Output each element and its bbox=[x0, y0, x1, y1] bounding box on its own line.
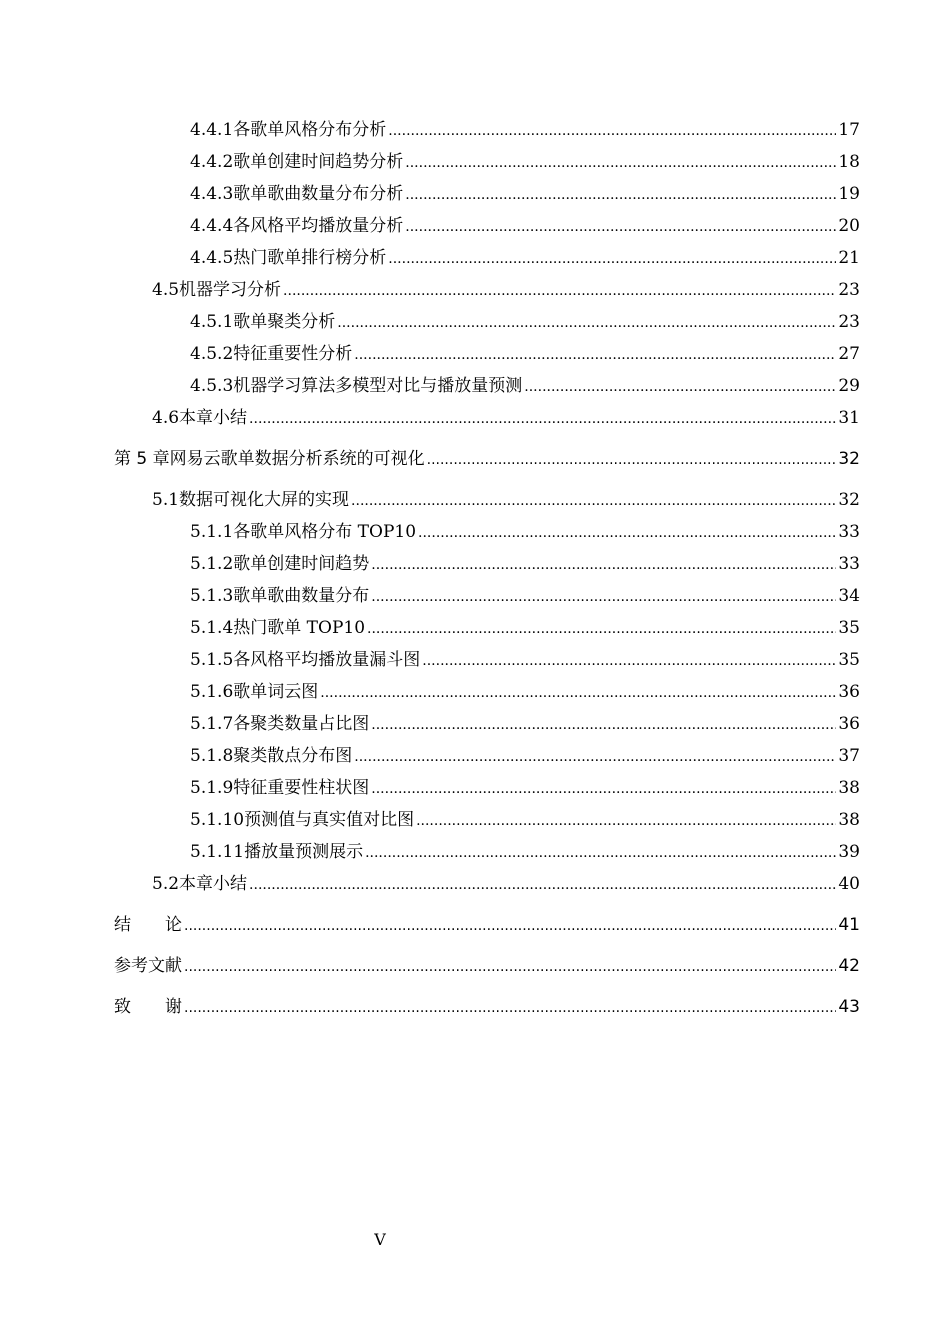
toc-entry-title: 本章小结 bbox=[179, 874, 248, 894]
toc-entry[interactable] bbox=[190, 516, 860, 548]
toc-dot-leader bbox=[184, 909, 836, 942]
toc-entry-page: 23 bbox=[838, 280, 860, 300]
toc-dot-leader bbox=[249, 868, 836, 901]
toc-entry[interactable] bbox=[190, 548, 860, 580]
toc-entry-page: 17 bbox=[838, 120, 860, 140]
toc-dot-leader bbox=[367, 612, 836, 645]
toc-entry[interactable] bbox=[152, 402, 860, 434]
toc-entry-title: 各聚类数量占比图 bbox=[233, 714, 370, 734]
toc-entry[interactable] bbox=[114, 909, 860, 941]
toc-entry[interactable] bbox=[190, 242, 860, 274]
toc-dot-leader bbox=[371, 580, 836, 613]
toc-entry-page: 18 bbox=[838, 152, 860, 172]
toc-entry[interactable] bbox=[190, 740, 860, 772]
toc-dot-leader bbox=[337, 306, 836, 339]
toc-entry-title: 歌单歌曲数量分布分析 bbox=[233, 184, 404, 204]
toc-entry-title: 网易云歌单数据分析系统的可视化 bbox=[169, 449, 425, 469]
toc-entry[interactable] bbox=[190, 804, 860, 836]
toc-dot-leader bbox=[388, 114, 836, 147]
toc-entry-page: 31 bbox=[838, 408, 860, 428]
toc-entry-title: 各风格平均播放量漏斗图 bbox=[233, 650, 421, 670]
toc-dot-leader bbox=[371, 708, 836, 741]
toc-entry-number: 5.1.11 bbox=[190, 842, 245, 862]
toc-dot-leader bbox=[416, 804, 836, 837]
toc-dot-leader bbox=[371, 772, 836, 805]
toc-entry-number: 5.2 bbox=[152, 874, 180, 894]
toc-entry[interactable] bbox=[190, 676, 860, 708]
toc-entry[interactable] bbox=[190, 146, 860, 178]
toc-entry-number: 5.1.5 bbox=[190, 650, 234, 670]
toc-entry[interactable] bbox=[190, 338, 860, 370]
toc-entry-number: 4.4.4 bbox=[190, 216, 234, 236]
toc-entry-page: 37 bbox=[838, 746, 860, 766]
toc-entry[interactable] bbox=[190, 370, 860, 402]
toc-entry-page: 39 bbox=[838, 842, 860, 862]
toc-entry-title: 各歌单风格分布分析 bbox=[233, 120, 387, 140]
toc-entry-page: 29 bbox=[838, 376, 860, 396]
toc-entry-title: 致 谢 bbox=[114, 997, 182, 1017]
toc-entry-number: 5.1.4 bbox=[190, 618, 234, 638]
toc-entry-number: 4.4.5 bbox=[190, 248, 234, 268]
toc-entry[interactable] bbox=[152, 274, 860, 306]
toc-entry[interactable] bbox=[190, 306, 860, 338]
toc-dot-leader bbox=[354, 338, 836, 371]
toc-entry[interactable] bbox=[190, 178, 860, 210]
toc-entry-number: 4.4.3 bbox=[190, 184, 234, 204]
toc-entry[interactable] bbox=[190, 644, 860, 676]
toc-entry-title: 特征重要性柱状图 bbox=[233, 778, 370, 798]
toc-dot-leader bbox=[427, 443, 837, 476]
toc-entry-number: 4.5.2 bbox=[190, 344, 234, 364]
toc-entry[interactable] bbox=[190, 210, 860, 242]
toc-dot-leader bbox=[249, 402, 836, 435]
toc-entry-title: 参考文献 bbox=[114, 956, 182, 976]
toc-entry-number: 5.1.7 bbox=[190, 714, 234, 734]
toc-entry-page: 35 bbox=[838, 618, 860, 638]
toc-entry-title: 播放量预测展示 bbox=[244, 842, 364, 862]
toc-entry-page: 36 bbox=[838, 714, 860, 734]
toc-entry-number: 5.1.9 bbox=[190, 778, 234, 798]
toc-entry-title: 特征重要性分析 bbox=[233, 344, 353, 364]
toc-entry-number: 4.5.1 bbox=[190, 312, 234, 332]
toc-dot-leader bbox=[405, 178, 836, 211]
toc-entry-number: 5.1.1 bbox=[190, 522, 234, 542]
page-number: V bbox=[374, 1230, 386, 1249]
toc-entry-title: 结 论 bbox=[114, 915, 182, 935]
toc-entry[interactable] bbox=[114, 443, 860, 475]
toc-dot-leader bbox=[524, 370, 836, 403]
toc-entry-title: 歌单词云图 bbox=[233, 682, 319, 702]
toc-entry-page: 33 bbox=[838, 522, 860, 542]
toc-entry-page: 41 bbox=[838, 915, 860, 935]
toc-entry-title: 机器学习分析 bbox=[179, 280, 282, 300]
toc-entry-page: 38 bbox=[838, 778, 860, 798]
toc-entry-number: 5.1.10 bbox=[190, 810, 245, 830]
toc-entry-page: 34 bbox=[838, 586, 860, 606]
toc-entry-page: 33 bbox=[838, 554, 860, 574]
toc-entry[interactable] bbox=[190, 114, 860, 146]
toc-entry-title: 预测值与真实值对比图 bbox=[244, 810, 415, 830]
toc-entry-title: 歌单聚类分析 bbox=[233, 312, 336, 332]
toc-entry-page: 38 bbox=[838, 810, 860, 830]
toc-dot-leader bbox=[371, 548, 836, 581]
toc-entry-title: 本章小结 bbox=[179, 408, 248, 428]
toc-entry[interactable] bbox=[114, 991, 860, 1023]
toc-dot-leader bbox=[422, 644, 836, 677]
toc-dot-leader bbox=[405, 210, 836, 243]
toc-entry-number: 5.1.3 bbox=[190, 586, 234, 606]
toc-entry-number: 4.6 bbox=[152, 408, 180, 428]
toc-entry-page: 43 bbox=[838, 997, 860, 1017]
toc-entry-number: 4.5.3 bbox=[190, 376, 234, 396]
toc-entry-number: 4.4.2 bbox=[190, 152, 234, 172]
toc-dot-leader bbox=[184, 950, 836, 983]
toc-entry[interactable] bbox=[152, 484, 860, 516]
toc-entry[interactable] bbox=[190, 708, 860, 740]
toc-entry-title: 热门歌单排行榜分析 bbox=[233, 248, 387, 268]
toc-entry-number: 5.1.2 bbox=[190, 554, 234, 574]
toc-entry-title: 歌单创建时间趋势 bbox=[233, 554, 370, 574]
toc-dot-leader bbox=[354, 740, 836, 773]
toc-entry-page: 32 bbox=[838, 490, 860, 510]
toc-entry-page: 40 bbox=[838, 874, 860, 894]
toc-entry-title: 各歌单风格分布 TOP10 bbox=[233, 522, 417, 542]
toc-entry-number: 4.5 bbox=[152, 280, 180, 300]
toc-entry-page: 20 bbox=[838, 216, 860, 236]
toc-entry-number: 5.1 bbox=[152, 490, 180, 510]
toc-dot-leader bbox=[351, 484, 836, 517]
toc-entry-number: 4.4.1 bbox=[190, 120, 234, 140]
toc-entry[interactable] bbox=[190, 836, 860, 868]
toc-dot-leader bbox=[365, 836, 836, 869]
toc-entry-page: 23 bbox=[838, 312, 860, 332]
toc-dot-leader bbox=[283, 274, 836, 307]
toc-entry-title: 各风格平均播放量分析 bbox=[233, 216, 404, 236]
toc-entry-title: 歌单创建时间趋势分析 bbox=[233, 152, 404, 172]
toc-entry-title: 机器学习算法多模型对比与播放量预测 bbox=[233, 376, 523, 396]
toc-entry-title: 聚类散点分布图 bbox=[233, 746, 353, 766]
toc-entry-page: 42 bbox=[838, 956, 860, 976]
toc-entry[interactable] bbox=[190, 612, 860, 644]
toc-entry[interactable] bbox=[114, 950, 860, 982]
toc-entry-number: 5.1.6 bbox=[190, 682, 234, 702]
toc-entry-title: 热门歌单 TOP10 bbox=[233, 618, 366, 638]
toc-entry-title: 歌单歌曲数量分布 bbox=[233, 586, 370, 606]
toc-dot-leader bbox=[184, 991, 836, 1024]
toc-dot-leader bbox=[388, 242, 836, 275]
toc-entry-page: 27 bbox=[838, 344, 860, 364]
toc-entry-number: 5.1.8 bbox=[190, 746, 234, 766]
toc-entry-page: 21 bbox=[838, 248, 860, 268]
toc-dot-leader bbox=[320, 676, 836, 709]
toc-entry-page: 35 bbox=[838, 650, 860, 670]
toc-entry-page: 19 bbox=[838, 184, 860, 204]
toc-dot-leader bbox=[405, 146, 836, 179]
toc-entry-number: 第 5 章 bbox=[114, 449, 170, 469]
toc-entry[interactable] bbox=[190, 580, 860, 612]
toc-entry-page: 32 bbox=[838, 449, 860, 469]
toc-entry[interactable] bbox=[152, 868, 860, 900]
toc-entry-title: 数据可视化大屏的实现 bbox=[179, 490, 350, 510]
toc-dot-leader bbox=[418, 516, 836, 549]
toc-entry[interactable] bbox=[190, 772, 860, 804]
toc-entry-page: 36 bbox=[838, 682, 860, 702]
